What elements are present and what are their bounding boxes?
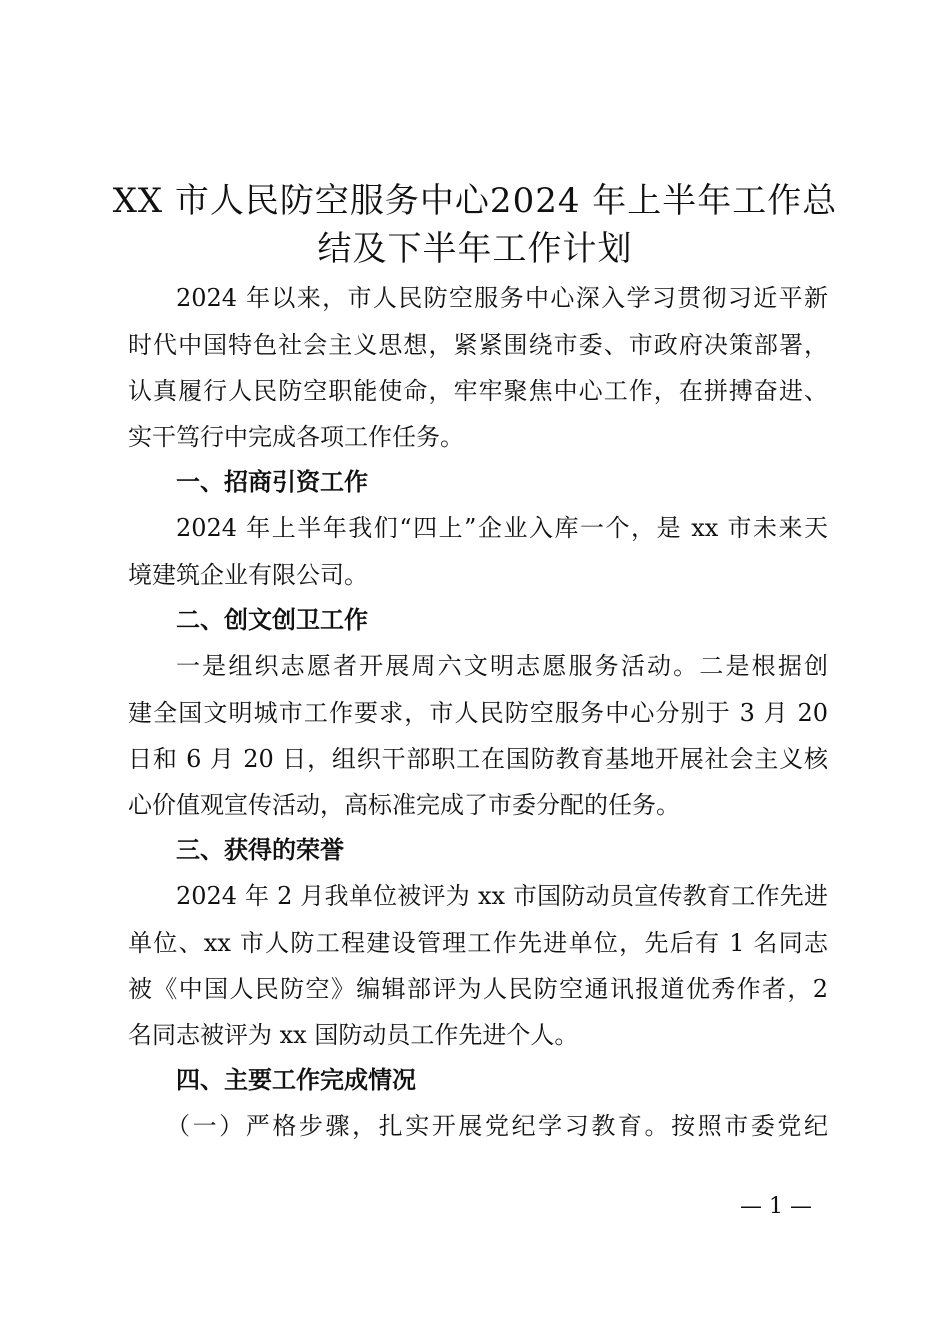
- intro-paragraph-line: 2024 年以来，市人民防空服务中心深入学习贯彻习近平新: [176, 284, 828, 312]
- section-3-line: 2024 年 2 月我单位被评为 xx 市国防动员宣传教育工作先进: [176, 882, 828, 910]
- section-1-line: 2024 年上半年我们“四上”企业入库一个，是 xx 市未来天: [176, 514, 828, 542]
- section-3-line: 单位、xx 市人防工程建设管理工作先进单位，先后有 1 名同志: [128, 929, 828, 957]
- section-2-line: 建全国文明城市工作要求，市人民防空服务中心分别于 3 月 20: [128, 699, 828, 727]
- intro-paragraph-line: 时代中国特色社会主义思想，紧紧围绕市委、市政府决策部署，: [128, 331, 828, 359]
- section-4-line: （一）严格步骤，扎实开展党纪学习教育。按照市委党纪: [166, 1112, 828, 1140]
- section-heading-1: 一、招商引资工作: [176, 468, 368, 496]
- section-1-line: 境建筑企业有限公司。: [128, 561, 368, 589]
- intro-paragraph-line: 实干笃行中完成各项工作任务。: [128, 423, 464, 451]
- page-number: — 1 —: [740, 1194, 812, 1219]
- section-3-line: 名同志被评为 xx 国防动员工作先进个人。: [128, 1021, 579, 1049]
- section-2-line: 一是组织志愿者开展周六文明志愿服务活动。二是根据创: [176, 652, 828, 680]
- section-heading-4: 四、主要工作完成情况: [176, 1066, 416, 1094]
- section-2-line: 日和 6 月 20 日，组织干部职工在国防教育基地开展社会主义核: [128, 745, 828, 773]
- section-2-line: 心价值观宣传活动，高标准完成了市委分配的任务。: [128, 791, 680, 819]
- intro-paragraph-line: 认真履行人民防空职能使命，牢牢聚焦中心工作，在拼搏奋进、: [128, 377, 828, 405]
- section-heading-3: 三、获得的荣誉: [176, 836, 344, 864]
- section-3-line: 被《中国人民防空》编辑部评为人民防空通讯报道优秀作者，2: [128, 975, 828, 1003]
- section-heading-2: 二、创文创卫工作: [176, 606, 368, 634]
- document-title-line-1: XX 市人民防空服务中心2024 年上半年工作总: [112, 181, 838, 221]
- document-title-line-2: 结及下半年工作计划: [317, 229, 633, 269]
